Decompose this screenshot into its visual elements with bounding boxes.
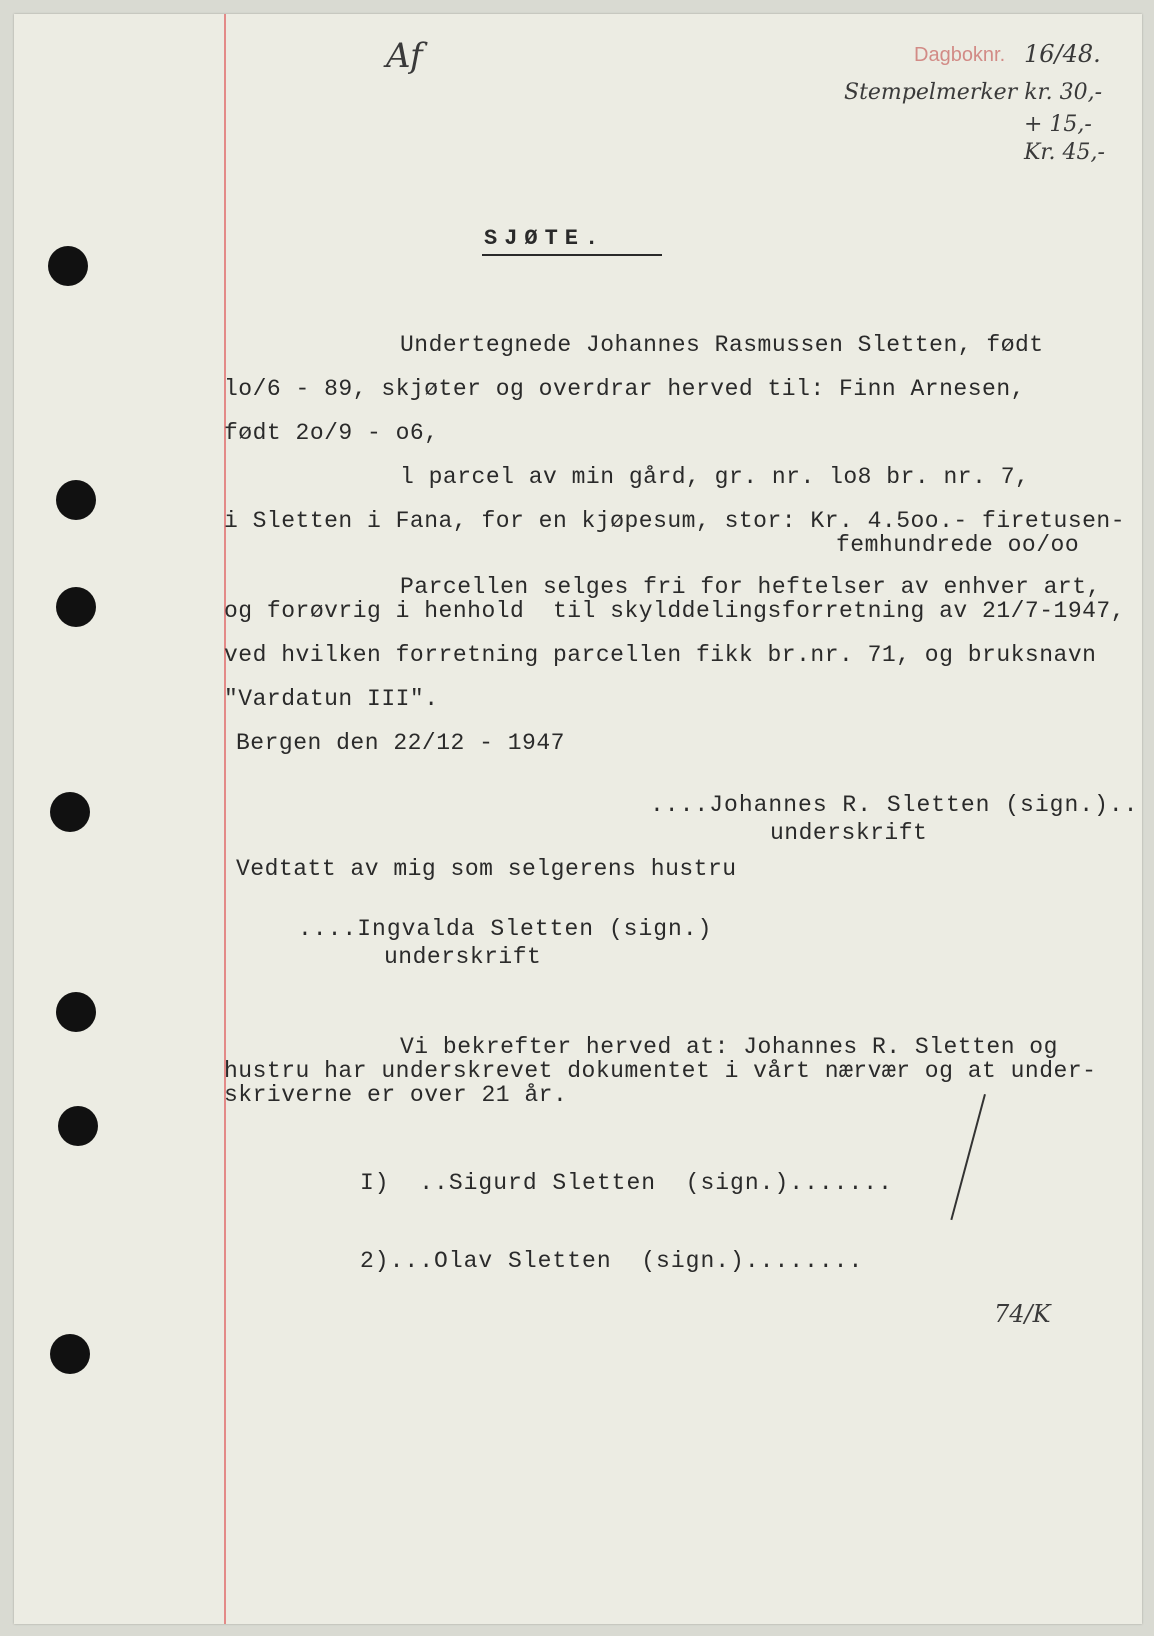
title-underline	[482, 254, 662, 256]
body-line: Vi bekrefter herved at: Johannes R. Sletten og	[400, 1034, 1058, 1060]
journal-number: 16/48.	[1024, 40, 1101, 68]
document-page	[14, 14, 1142, 1624]
body-line: l parcel av min gård, gr. nr. lo8 br. nr. 7,	[400, 464, 1030, 490]
body-line: og forøvrig i henhold til skylddelingsforretning av 21/7-1947,	[224, 598, 1126, 624]
handwritten-stroke	[950, 1094, 986, 1220]
stamp-note: + 15,-	[1024, 112, 1092, 137]
witness-signature: I) ..Sigurd Sletten (sign.).......	[360, 1170, 893, 1196]
spouse-signature: ....Ingvalda Sletten (sign.)	[298, 916, 713, 942]
punch-hole	[56, 587, 96, 627]
body-line: ved hvilken forretning parcellen fikk br.nr. 71, og bruksnavn	[224, 642, 1097, 668]
stamp-note: Stempelmerker kr. 30,-	[844, 80, 1103, 105]
body-line: Undertegnede Johannes Rasmussen Sletten, født	[400, 332, 1044, 358]
body-line: født 2o/9 - o6,	[224, 420, 439, 446]
spouse-consent-text: Vedtatt av mig som selgerens hustru	[236, 856, 737, 882]
stamp-note: Kr. 45,-	[1024, 140, 1105, 165]
body-line: i Sletten i Fana, for en kjøpesum, stor: Kr. 4.5oo.- firetusen-	[224, 508, 1126, 534]
body-line: Parcellen selges fri for heftelser av enhver art,	[400, 574, 1101, 600]
signature-label: underskrift	[384, 944, 542, 970]
punch-hole	[58, 1106, 98, 1146]
punch-hole	[48, 246, 88, 286]
body-line: femhundrede oo/oo	[836, 532, 1080, 558]
initials-handwritten: Af	[386, 36, 423, 76]
margin-line	[224, 14, 226, 1624]
punch-hole	[50, 1334, 90, 1374]
punch-hole	[56, 992, 96, 1032]
signature-label: underskrift	[770, 820, 928, 846]
punch-hole	[56, 480, 96, 520]
place-date: Bergen den 22/12 - 1947	[236, 730, 565, 756]
document-title: SJØTE.	[484, 226, 606, 251]
witness-signature: 2)...Olav Sletten (sign.)........	[360, 1248, 864, 1274]
punch-hole	[50, 792, 90, 832]
body-line: hustru har underskrevet dokumentet i vårt nærvær og at under-	[224, 1058, 1097, 1084]
seller-signature: ....Johannes R. Sletten (sign.)..	[650, 792, 1139, 818]
body-line: lo/6 - 89, skjøter og overdrar herved til: Finn Arnesen,	[224, 376, 1025, 402]
body-line: skriverne er over 21 år.	[224, 1082, 568, 1108]
journal-label: Dagboknr.	[914, 44, 1006, 66]
margin-note: 74/K	[994, 1300, 1051, 1328]
body-line: "Vardatun III".	[224, 686, 439, 712]
